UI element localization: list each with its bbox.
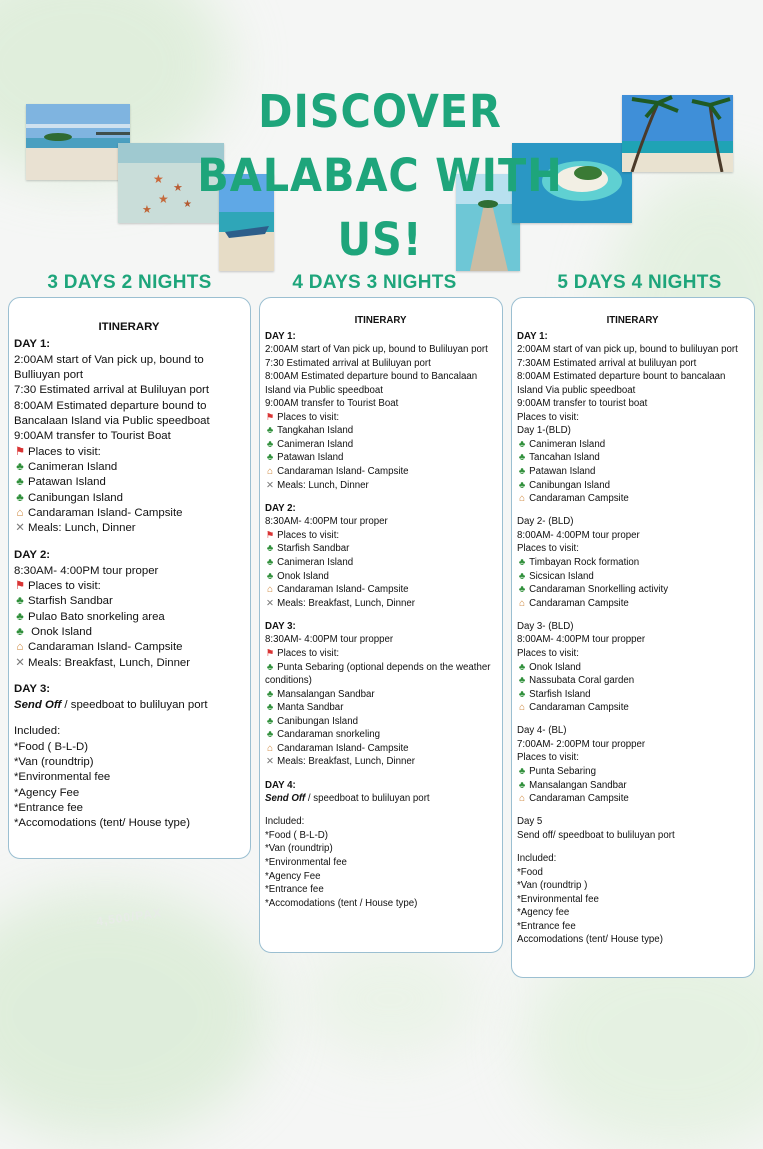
itinerary-text: Send off/ speedboat to buliluyan port	[517, 829, 675, 841]
itinerary-text: Onok Island	[529, 661, 581, 673]
bg-wash	[0, 889, 270, 1139]
itinerary-line	[14, 337, 244, 352]
page-title: DISCOVER BALABAC WITH US!	[197, 85, 563, 266]
line-gap	[265, 492, 496, 502]
itinerary-text: 8:00AM Estimated departure bound to Bancalaan Island via Public speedboat	[265, 371, 478, 396]
itinerary-line	[14, 786, 244, 801]
itinerary-line	[265, 424, 496, 438]
line-gap	[265, 610, 496, 620]
itinerary-text: 8:30AM- 4:00PM tour proper	[14, 564, 159, 577]
itinerary-text: 8:30AM- 4:00PM tour proper	[265, 516, 388, 528]
itinerary-text: 8:00AM- 4:00PM tour proper	[517, 529, 640, 541]
svg-text:★: ★	[158, 192, 169, 206]
itinerary-line	[14, 383, 244, 398]
palm-tree-icon: ♣	[266, 661, 274, 673]
itinerary-text: Canimeran Island	[277, 556, 354, 568]
hut-icon: ⌂	[267, 584, 274, 596]
itinerary-text: Places to visit:	[27, 445, 101, 458]
line-gap	[517, 610, 748, 620]
bg-wash	[300, 939, 480, 1059]
itinerary-line	[517, 583, 748, 597]
price-watermark: 4,500/PAX	[95, 905, 163, 929]
line-gap	[265, 806, 496, 816]
palm-tree-icon: ♣	[16, 610, 24, 623]
itinerary-line	[14, 640, 244, 655]
itinerary-line	[14, 445, 244, 460]
itinerary-line	[14, 816, 244, 831]
itinerary-text: Punta Sebaring	[529, 766, 596, 778]
palm-tree-icon: ♣	[16, 595, 24, 608]
itinerary-text: Timbayan Rock formation	[529, 556, 640, 568]
itinerary-line	[517, 633, 748, 647]
palm-tree-icon: ♣	[518, 766, 526, 778]
flag-icon: ⚑	[265, 647, 275, 659]
itinerary-line	[517, 674, 748, 688]
itinerary-text: Candaraman Island- Campsite	[27, 507, 183, 520]
itinerary-line	[265, 397, 496, 411]
itinerary-text: 7:30 Estimated arrival at Buliluyan port	[14, 384, 210, 397]
itinerary-text: *Entrance fee	[517, 920, 576, 932]
itinerary-line	[265, 633, 496, 647]
itinerary-text: Canimeran Island	[529, 438, 606, 450]
itinerary-line	[517, 920, 748, 934]
itinerary-line	[14, 656, 244, 671]
itinerary-text: Candaraman Campsite	[529, 793, 629, 805]
itinerary-line	[265, 688, 496, 702]
hut-icon: ⌂	[519, 493, 526, 505]
itinerary-line	[265, 870, 496, 884]
itinerary-text: Day 1-(BLD)	[517, 425, 571, 437]
itinerary-line	[265, 755, 496, 769]
itinerary-line	[517, 357, 748, 371]
itinerary-text: / speedboat to buliluyan port	[61, 698, 208, 711]
meal-icon: ✕	[266, 597, 275, 609]
itinerary-text: Starfish Sandbar	[27, 595, 113, 608]
itinerary-text: Places to visit:	[517, 752, 579, 764]
itinerary-title: ITINERARY	[354, 315, 407, 326]
itinerary-line	[265, 856, 496, 870]
itinerary-line	[517, 893, 748, 907]
itinerary-text: Starfish Sandbar	[277, 543, 350, 555]
line-gap	[265, 769, 496, 779]
hut-icon: ⌂	[519, 793, 526, 805]
palm-tree-icon: ♣	[518, 466, 526, 478]
itinerary-line	[517, 529, 748, 543]
palm-tree-icon: ♣	[266, 688, 274, 700]
itinerary-line	[265, 620, 496, 634]
itinerary-line	[14, 770, 244, 785]
itinerary-text: 8:30AM- 4:00PM tour propper	[265, 634, 394, 646]
itinerary-line	[14, 625, 244, 640]
palm-tree-icon: ♣	[266, 570, 274, 582]
itinerary-line	[14, 682, 244, 697]
itinerary-text: *Entrance fee	[265, 884, 324, 896]
itinerary-text: Meals: Breakfast, Lunch, Dinner	[277, 597, 416, 609]
palm-tree-icon: ♣	[518, 675, 526, 687]
itinerary-text: Canibungan Island	[277, 715, 358, 727]
itinerary-text: Candaraman Campsite	[529, 493, 629, 505]
itinerary-line	[517, 661, 748, 675]
itinerary-text: *Food ( B-L-D)	[14, 740, 89, 753]
itinerary-text: Accomodations (tent/ House type)	[517, 934, 663, 946]
flag-icon: ⚑	[265, 411, 275, 423]
itinerary-line	[517, 829, 748, 843]
meal-icon: ✕	[266, 479, 275, 491]
itinerary-line	[265, 479, 496, 493]
itinerary-line	[517, 397, 748, 411]
itinerary-line	[265, 661, 496, 688]
itinerary-text: Mansalangan Sandbar	[277, 688, 375, 700]
itinerary-text: DAY 2:	[265, 502, 296, 514]
itinerary-line	[265, 411, 496, 425]
line-gap	[14, 713, 244, 724]
line-gap	[517, 806, 748, 816]
itinerary-text: Send Off	[265, 793, 306, 805]
meal-icon: ✕	[15, 522, 25, 535]
package-heading-4d3n: 4 DAYS 3 NIGHTS	[292, 272, 457, 293]
itinerary-text: *Van (roundtrip )	[517, 880, 588, 892]
itinerary-line	[517, 688, 748, 702]
itinerary-text: DAY 3:	[14, 683, 51, 696]
palm-tree-icon: ♣	[518, 779, 526, 791]
itinerary-line	[517, 751, 748, 765]
line-gap	[517, 842, 748, 852]
itinerary-line	[265, 583, 496, 597]
svg-text:★: ★	[183, 199, 192, 210]
palm-tree-icon: ♣	[266, 425, 274, 437]
itinerary-text: Included:	[517, 853, 557, 865]
flag-icon: ⚑	[14, 445, 26, 458]
palm-tree-icon: ♣	[16, 625, 24, 638]
palm-tree-icon: ♣	[266, 715, 274, 727]
itinerary-text: Starfish Island	[529, 688, 591, 700]
itinerary-text: DAY 1:	[14, 338, 51, 351]
package-heading-5d4n: 5 DAYS 4 NIGHTS	[557, 272, 722, 293]
itinerary-text: 2:00AM start of van pick up, bound to buliluyan port	[517, 344, 738, 356]
itinerary-line	[517, 411, 748, 425]
itinerary-text: Canibungan Island	[27, 491, 123, 504]
line-gap	[14, 537, 244, 548]
palm-tree-icon: ♣	[266, 729, 274, 741]
palm-tree-icon: ♣	[518, 452, 526, 464]
hut-icon: ⌂	[267, 466, 274, 478]
itinerary-line	[265, 451, 496, 465]
palm-tree-icon: ♣	[518, 570, 526, 582]
itinerary-text: Canibungan Island	[529, 479, 610, 491]
itinerary-line	[265, 647, 496, 661]
itinerary-line	[14, 429, 244, 444]
palm-tree-icon: ♣	[266, 543, 274, 555]
itinerary-text: Canimeran Island	[277, 438, 354, 450]
palm-tree-icon: ♣	[266, 556, 274, 568]
hut-icon: ⌂	[267, 742, 274, 754]
itinerary-text: Candaraman snorkeling	[277, 729, 381, 741]
itinerary-line	[517, 465, 748, 479]
palm-beach-photo	[622, 95, 733, 172]
itinerary-line	[265, 779, 496, 793]
itinerary-text: *Food	[517, 866, 543, 878]
itinerary-text: 8:00AM- 4:00PM tour propper	[517, 634, 646, 646]
beach-photo-pier	[26, 104, 130, 180]
itinerary-line	[517, 765, 748, 779]
palm-tree-icon: ♣	[518, 584, 526, 596]
itinerary-line	[265, 370, 496, 397]
itinerary-text: Places to visit:	[517, 647, 579, 659]
svg-text:★: ★	[142, 204, 152, 216]
itinerary-line	[265, 438, 496, 452]
itinerary-text: Meals: Breakfast, Lunch, Dinner	[277, 756, 416, 768]
itinerary-text: Canimeran Island	[27, 461, 118, 474]
itinerary-line	[517, 479, 748, 493]
itinerary-title: ITINERARY	[606, 315, 659, 326]
itinerary-line	[517, 647, 748, 661]
itinerary-line	[517, 343, 748, 357]
itinerary-line	[265, 792, 496, 806]
itinerary-text: Places to visit:	[277, 647, 340, 659]
palm-tree-icon: ♣	[16, 491, 24, 504]
meal-icon: ✕	[15, 656, 25, 669]
itinerary-line	[14, 755, 244, 770]
itinerary-line	[265, 542, 496, 556]
itinerary-text: Candaraman Island- Campsite	[277, 584, 409, 596]
line-gap	[517, 506, 748, 516]
hut-icon: ⌂	[519, 702, 526, 714]
itinerary-text: DAY 3:	[265, 620, 296, 632]
itinerary-line	[265, 742, 496, 756]
itinerary-card-3d2n	[8, 297, 251, 859]
flag-icon: ⚑	[14, 579, 26, 592]
itinerary-line	[265, 701, 496, 715]
hut-icon: ⌂	[16, 507, 24, 520]
itinerary-text: Included:	[265, 816, 305, 828]
itinerary-text: Candaraman Island- Campsite	[277, 466, 409, 478]
meal-icon: ✕	[266, 756, 275, 768]
itinerary-text: Onok Island	[277, 570, 329, 582]
itinerary-card-4d3n	[259, 297, 503, 953]
itinerary-title: ITINERARY	[98, 321, 160, 333]
itinerary-text: Onok Island	[27, 625, 92, 638]
itinerary-line	[265, 842, 496, 856]
itinerary-line	[265, 883, 496, 897]
itinerary-text: DAY 4:	[265, 779, 296, 791]
itinerary-line	[517, 542, 748, 556]
itinerary-text: Patawan Island	[27, 476, 106, 489]
itinerary-text: Places to visit:	[517, 543, 579, 555]
itinerary-line	[14, 610, 244, 625]
flag-icon: ⚑	[265, 529, 275, 541]
itinerary-text: Meals: Lunch, Dinner	[27, 522, 136, 535]
svg-text:★: ★	[173, 182, 183, 194]
itinerary-line	[14, 594, 244, 609]
itinerary-line	[14, 353, 244, 384]
itinerary-text: 2:00AM start of Van pick up, bound to Bulliuyan port	[14, 353, 204, 382]
itinerary-text: Candaraman Island- Campsite	[27, 641, 183, 654]
itinerary-text: 8:00AM Estimated departure bound to Bancalaan Island via Public speedboat	[14, 399, 210, 428]
itinerary-text: Places to visit:	[277, 411, 340, 423]
palm-tree-icon: ♣	[518, 438, 526, 450]
hut-icon: ⌂	[519, 597, 526, 609]
itinerary-text: Patawan Island	[277, 452, 344, 464]
itinerary-line	[14, 579, 244, 594]
itinerary-text: Candaraman Campsite	[529, 702, 629, 714]
itinerary-line	[517, 701, 748, 715]
itinerary-text: Tangkahan Island	[277, 425, 354, 437]
itinerary-text: DAY 1:	[265, 330, 296, 342]
itinerary-text: Punta Sebaring (optional depends on the weather conditions)	[265, 661, 491, 687]
itinerary-text: Mansalangan Sandbar	[529, 779, 627, 791]
itinerary-line	[265, 529, 496, 543]
itinerary-text: / speedboat to buliluyan port	[305, 793, 430, 805]
itinerary-text: Places to visit:	[27, 579, 101, 592]
hut-icon: ⌂	[16, 641, 24, 654]
line-gap	[517, 715, 748, 725]
itinerary-line	[14, 724, 244, 739]
itinerary-line	[14, 564, 244, 579]
palm-tree-icon: ♣	[266, 438, 274, 450]
itinerary-text: 2:00AM start of Van pick up, bound to Buliluyan port	[265, 344, 488, 356]
itinerary-line	[265, 815, 496, 829]
itinerary-text: *Food ( B-L-D)	[265, 829, 328, 841]
itinerary-line	[265, 556, 496, 570]
itinerary-line	[517, 492, 748, 506]
itinerary-line	[517, 556, 748, 570]
itinerary-line	[517, 438, 748, 452]
itinerary-text: Candaraman Snorkelling activity	[529, 584, 669, 596]
itinerary-text: Manta Sandbar	[277, 702, 344, 714]
itinerary-text: 9:00AM transfer to tourist boat	[517, 398, 648, 410]
itinerary-line	[517, 879, 748, 893]
palm-tree-icon: ♣	[518, 688, 526, 700]
itinerary-text: Candaraman Island- Campsite	[277, 742, 409, 754]
itinerary-text: Day 3- (BLD)	[517, 620, 574, 632]
palm-tree-icon: ♣	[16, 476, 24, 489]
itinerary-text: *Environmental fee	[517, 893, 599, 905]
itinerary-text: Nassubata Coral garden	[529, 675, 635, 687]
itinerary-text: *Environmental fee	[265, 856, 347, 868]
itinerary-line	[517, 792, 748, 806]
itinerary-line	[517, 724, 748, 738]
itinerary-text: Candaraman Campsite	[529, 597, 629, 609]
itinerary-text: *Accomodations (tent/ House type)	[14, 817, 191, 830]
itinerary-text: Included:	[14, 725, 61, 738]
itinerary-line	[265, 502, 496, 516]
itinerary-text: Meals: Breakfast, Lunch, Dinner	[27, 656, 191, 669]
itinerary-line	[517, 620, 748, 634]
palm-tree-icon: ♣	[518, 661, 526, 673]
itinerary-text: 7:30AM Estimated arrival at buliluyan port	[517, 357, 697, 369]
itinerary-text: 7:30 Estimated arrival at Buliluyan port	[265, 357, 431, 369]
itinerary-line	[14, 506, 244, 521]
itinerary-line	[517, 933, 748, 947]
itinerary-text: Day 2- (BLD)	[517, 516, 574, 528]
itinerary-text: 8:00AM Estimated departure bount to bancalaan Island Via public speedboat	[517, 371, 726, 396]
itinerary-text: 7:00AM- 2:00PM tour propper	[517, 738, 646, 750]
itinerary-line	[14, 399, 244, 430]
svg-text:★: ★	[153, 172, 164, 186]
itinerary-line	[265, 897, 496, 911]
itinerary-line	[517, 515, 748, 529]
itinerary-text: Day 5	[517, 816, 543, 828]
itinerary-text: Patawan Island	[529, 466, 596, 478]
itinerary-text: Places to visit:	[277, 529, 340, 541]
itinerary-line	[14, 801, 244, 816]
itinerary-line	[517, 906, 748, 920]
palm-tree-icon: ♣	[518, 479, 526, 491]
line-gap	[14, 671, 244, 682]
itinerary-line	[14, 698, 244, 713]
itinerary-line	[265, 597, 496, 611]
itinerary-line	[265, 515, 496, 529]
itinerary-text: 9:00AM transfer to Tourist Boat	[14, 430, 171, 443]
itinerary-line	[14, 521, 244, 536]
palm-tree-icon: ♣	[266, 702, 274, 714]
itinerary-line	[517, 570, 748, 584]
package-heading-3d2n: 3 DAYS 2 NIGHTS	[47, 272, 212, 293]
itinerary-text: DAY 1:	[517, 330, 548, 342]
itinerary-line	[265, 357, 496, 371]
itinerary-text: *Agency fee	[517, 907, 570, 919]
itinerary-text: *Agency Fee	[14, 786, 80, 799]
itinerary-line	[14, 548, 244, 563]
itinerary-line	[517, 330, 748, 344]
itinerary-text: *Accomodations (tent / House type)	[265, 897, 418, 909]
itinerary-line	[517, 370, 748, 397]
itinerary-text: Places to visit:	[517, 411, 579, 423]
itinerary-line	[265, 715, 496, 729]
itinerary-text: Pulao Bato snorkeling area	[27, 610, 165, 623]
itinerary-text: Sicsican Island	[529, 570, 594, 582]
itinerary-text: Send Off	[14, 698, 62, 711]
itinerary-text: Day 4- (BL)	[517, 725, 567, 737]
palm-tree-icon: ♣	[518, 556, 526, 568]
itinerary-line	[517, 738, 748, 752]
itinerary-line	[517, 424, 748, 438]
itinerary-line	[265, 829, 496, 843]
itinerary-line	[517, 815, 748, 829]
itinerary-line	[517, 597, 748, 611]
itinerary-line	[517, 852, 748, 866]
itinerary-text: 9:00AM transfer to Tourist Boat	[265, 398, 399, 410]
itinerary-line	[265, 728, 496, 742]
itinerary-text: DAY 2:	[14, 549, 51, 562]
itinerary-line	[14, 475, 244, 490]
itinerary-line	[14, 491, 244, 506]
itinerary-line	[265, 570, 496, 584]
itinerary-line	[265, 343, 496, 357]
itinerary-text: *Environmental fee	[14, 771, 111, 784]
itinerary-line	[265, 330, 496, 344]
itinerary-text: *Van (roundtrip)	[14, 756, 94, 769]
itinerary-text: *Agency Fee	[265, 870, 321, 882]
itinerary-line	[14, 740, 244, 755]
itinerary-text: *Entrance fee	[14, 802, 84, 815]
itinerary-line	[517, 779, 748, 793]
palm-tree-icon: ♣	[16, 461, 24, 474]
itinerary-line	[517, 451, 748, 465]
itinerary-card-5d4n	[511, 297, 755, 978]
itinerary-text: Tancahan Island	[529, 452, 600, 464]
palm-tree-icon: ♣	[266, 452, 274, 464]
itinerary-line	[517, 866, 748, 880]
itinerary-text: Meals: Lunch, Dinner	[277, 479, 369, 491]
itinerary-line	[14, 460, 244, 475]
itinerary-text: *Van (roundtrip)	[265, 843, 333, 855]
itinerary-line	[265, 465, 496, 479]
